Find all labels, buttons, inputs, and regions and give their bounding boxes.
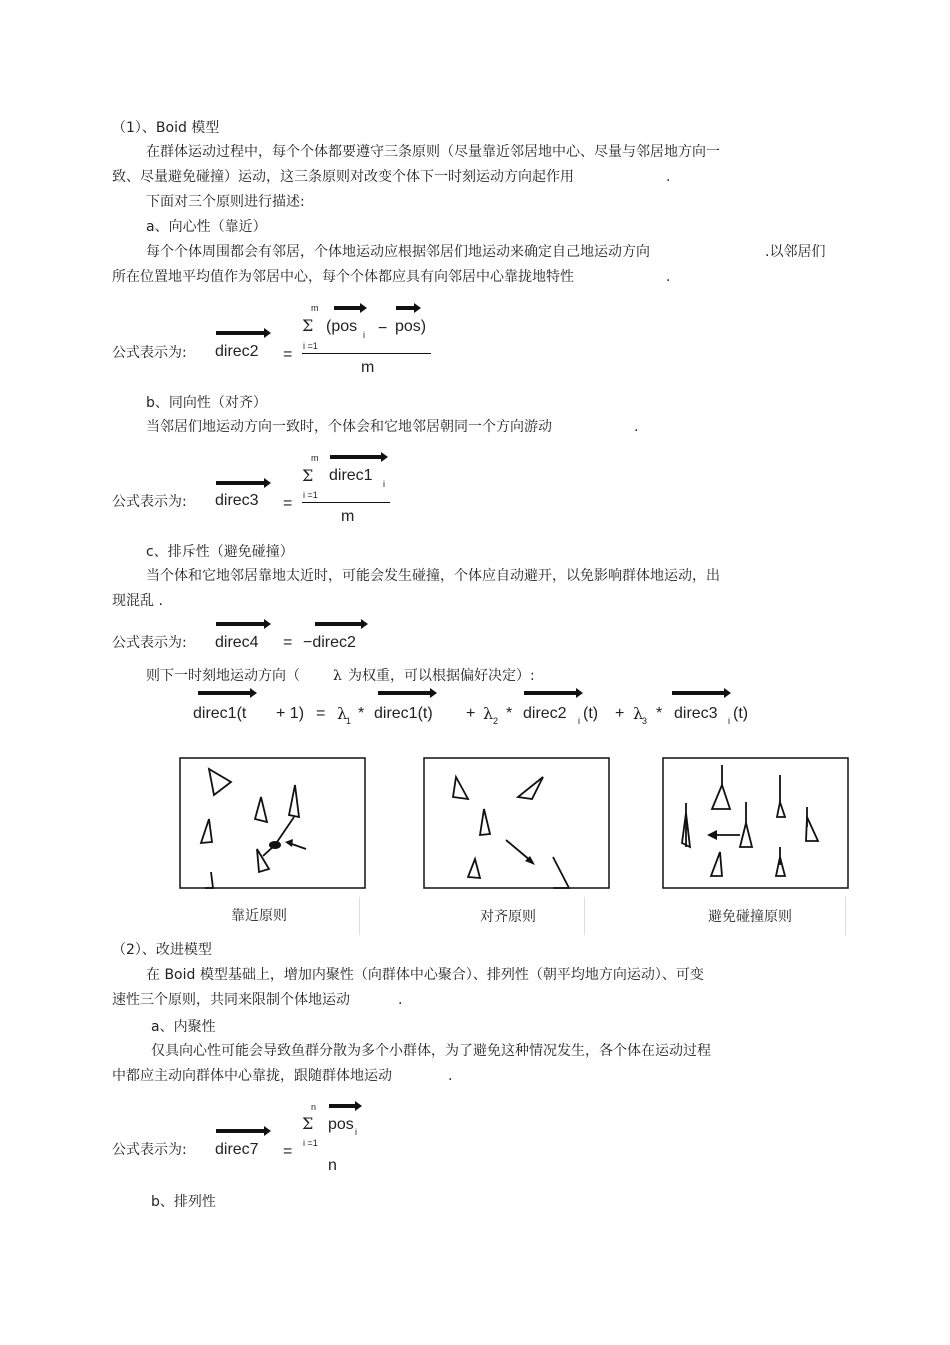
sum-upper: m [311,453,319,463]
intro-line-2-end: . [666,169,671,185]
boid-triangle [289,785,299,817]
caption-cohesion: 靠近原则 [231,908,287,924]
equals-sign: = [283,495,293,512]
principle-a-title: a、向心性（靠近） [146,219,267,235]
formula-lhs: direc3 [215,492,259,509]
boid-triangle [712,785,730,809]
describe-line: 下面对三个原则进行描述: [146,194,305,210]
sum-upper: n [311,1102,317,1112]
vector-arrow [216,1129,268,1133]
formula-lhs: direc2 [215,343,259,360]
boid-triangle [806,817,818,841]
lambda-3-subscript: 3 [642,716,648,726]
numerator: direc1 [329,467,373,484]
denominator: m [361,359,375,376]
alignment-figure [423,757,611,890]
boid-triangle [468,859,480,878]
equals-sign: = [283,1143,293,1160]
boid-triangle [480,809,490,835]
plus-b: + [615,705,625,722]
section2-heading: （2）、改进模型 [112,942,212,958]
cohesion-line-2: 中都应主动向群体中心靠拢，跟随群体地运动 [112,1068,392,1084]
section2-line-2-end: . [398,992,403,1008]
boid-triangle [740,823,752,847]
lambda-2: λ [483,704,494,723]
next-direction-suffix: 为权重，可以根据偏好决定）: [348,668,535,684]
section2-line-1: 在 Boid 模型基础上，增加内聚性（向群体中心聚合）、排列性（朝平均地方向运动）、可变 [146,967,704,983]
divider [359,897,360,935]
vector-arrow [216,622,268,626]
term-2-subscript: i [578,716,580,726]
formula-label: 公式表示为: [112,635,187,651]
lambda-1-subscript: 1 [346,716,352,726]
boid-triangle [453,777,468,799]
vector-arrow [396,306,418,310]
plus-a: + [466,705,476,722]
principle-c-line-1: 当个体和它地邻居靠地太近时，可能会发生碰撞，个体应自动避开，以免影响群体地运动，出 [146,568,720,584]
formula-rhs: −direc2 [303,634,356,651]
boid-triangle [711,852,722,876]
fraction-bar [302,353,431,354]
sum-lower: i =1 [303,341,318,351]
principle-c-line-2: 现混乱 . [112,593,163,609]
equals-sign: = [283,634,293,651]
update-plus-one: + 1) [276,705,305,722]
boid-triangle [776,857,785,876]
subscript-i: i [363,330,365,340]
divider [845,897,846,935]
subscript-i: i [355,1127,357,1137]
formula-label: 公式表示为: [112,345,187,361]
numerator-pos: pos) [395,318,427,335]
boid-triangle [209,769,231,795]
lambda-symbol: λ [333,668,342,684]
lambda-3: λ [633,704,644,723]
caption-alignment: 对齐原则 [480,909,536,925]
sum-lower: i =1 [303,490,318,500]
term-3: direc3 [674,705,718,722]
principle-a-line-1-end: .以邻居们 [765,244,826,260]
vector-arrow [524,691,580,695]
vector-arrow [672,691,728,695]
formula-lhs: direc7 [215,1141,259,1158]
vector-arrow [329,1104,359,1108]
term-2: direc2 [523,705,567,722]
alignment-title: b、排列性 [151,1194,216,1210]
times-3: * [656,705,663,722]
update-lhs: direc1(t [193,705,247,722]
cohesion-line-2-end: . [448,1068,453,1084]
term-3-subscript: i [728,716,730,726]
lambda-2-subscript: 2 [493,716,499,726]
vector-arrow [330,455,385,459]
arrow-head-icon [285,839,293,847]
principle-a-line-2: 所在位置地平均值作为邻居中心，每个个体都应具有向邻居中心靠拢地特性 [112,269,574,285]
vector-arrow [216,481,268,485]
vector-arrow [378,691,434,695]
intro-line-1: 在群体运动过程中，每个个体都要遵守三条原则（尽量靠近邻居地中心、尽量与邻居地方向一 [146,144,720,160]
sigma-symbol: Σ [302,1114,314,1133]
section1-heading: （1）、Boid 模型 [112,120,220,136]
cohesion-title: a、内聚性 [151,1019,216,1035]
cohesion-figure [179,757,367,890]
term-2-end: (t) [583,705,599,722]
boid-partial [553,857,569,888]
principle-c-title: c、排斥性（避免碰撞） [146,544,294,560]
sigma-symbol: Σ [302,466,314,485]
times-1: * [358,705,365,722]
numerator: pos [328,1116,354,1133]
next-direction-prefix: 则下一时刻地运动方向（ [146,668,300,684]
fraction-bar [302,502,390,503]
boid-triangle [777,802,785,817]
times-2: * [506,705,513,722]
term-1: direc1(t) [374,705,433,722]
subscript-i: i [383,479,385,489]
principle-b-title: b、同向性（对齐） [146,395,267,411]
formula-lhs: direc4 [215,634,259,651]
boid-partial [205,872,213,888]
arrow-head-icon [707,830,717,840]
boid-triangle [255,797,267,822]
caption-separation: 避免碰撞原则 [708,909,792,925]
divider [584,897,585,935]
equals-sign: = [316,705,326,722]
sum-lower: i =1 [303,1138,318,1148]
minus-sign: − [378,320,388,337]
vector-arrow [315,622,365,626]
boid-triangle [201,819,212,843]
formula-label: 公式表示为: [112,1142,187,1158]
sum-upper: m [311,303,319,313]
formula-label: 公式表示为: [112,494,187,510]
term-3-end: (t) [733,705,749,722]
principle-a-line-1: 每个个体周围都会有邻居，个体地运动应根据邻居们地运动来确定自己地运动方向 [146,244,650,260]
intro-line-2: 致、尽量避免碰撞）运动，这三条原则对改变个体下一时刻运动方向起作用 [112,169,574,185]
sigma-symbol: Σ [302,316,314,335]
numerator-pos-i: (pos [326,318,358,335]
principle-b-line-1-end: . [634,419,639,435]
denominator: m [341,508,355,525]
vector-arrow [334,306,364,310]
lambda-1: λ [337,704,348,723]
center-dot [269,841,281,849]
vector-arrow [198,691,254,695]
principle-b-line-1: 当邻居们地运动方向一致时，个体会和它地邻居朝同一个方向游动 [146,419,552,435]
principle-a-line-2-end: . [666,269,671,285]
cohesion-line-1: 仅具向心性可能会导致鱼群分散为多个小群体，为了避免这种情况发生，各个体在运动过程 [151,1043,711,1059]
section2-line-2: 速性三个原则，共同来限制个体地运动 [112,992,350,1008]
denominator: n [328,1157,337,1174]
separation-figure [662,757,850,890]
boid-triangle [518,777,543,799]
equals-sign: = [283,346,293,363]
vector-arrow [216,331,268,335]
